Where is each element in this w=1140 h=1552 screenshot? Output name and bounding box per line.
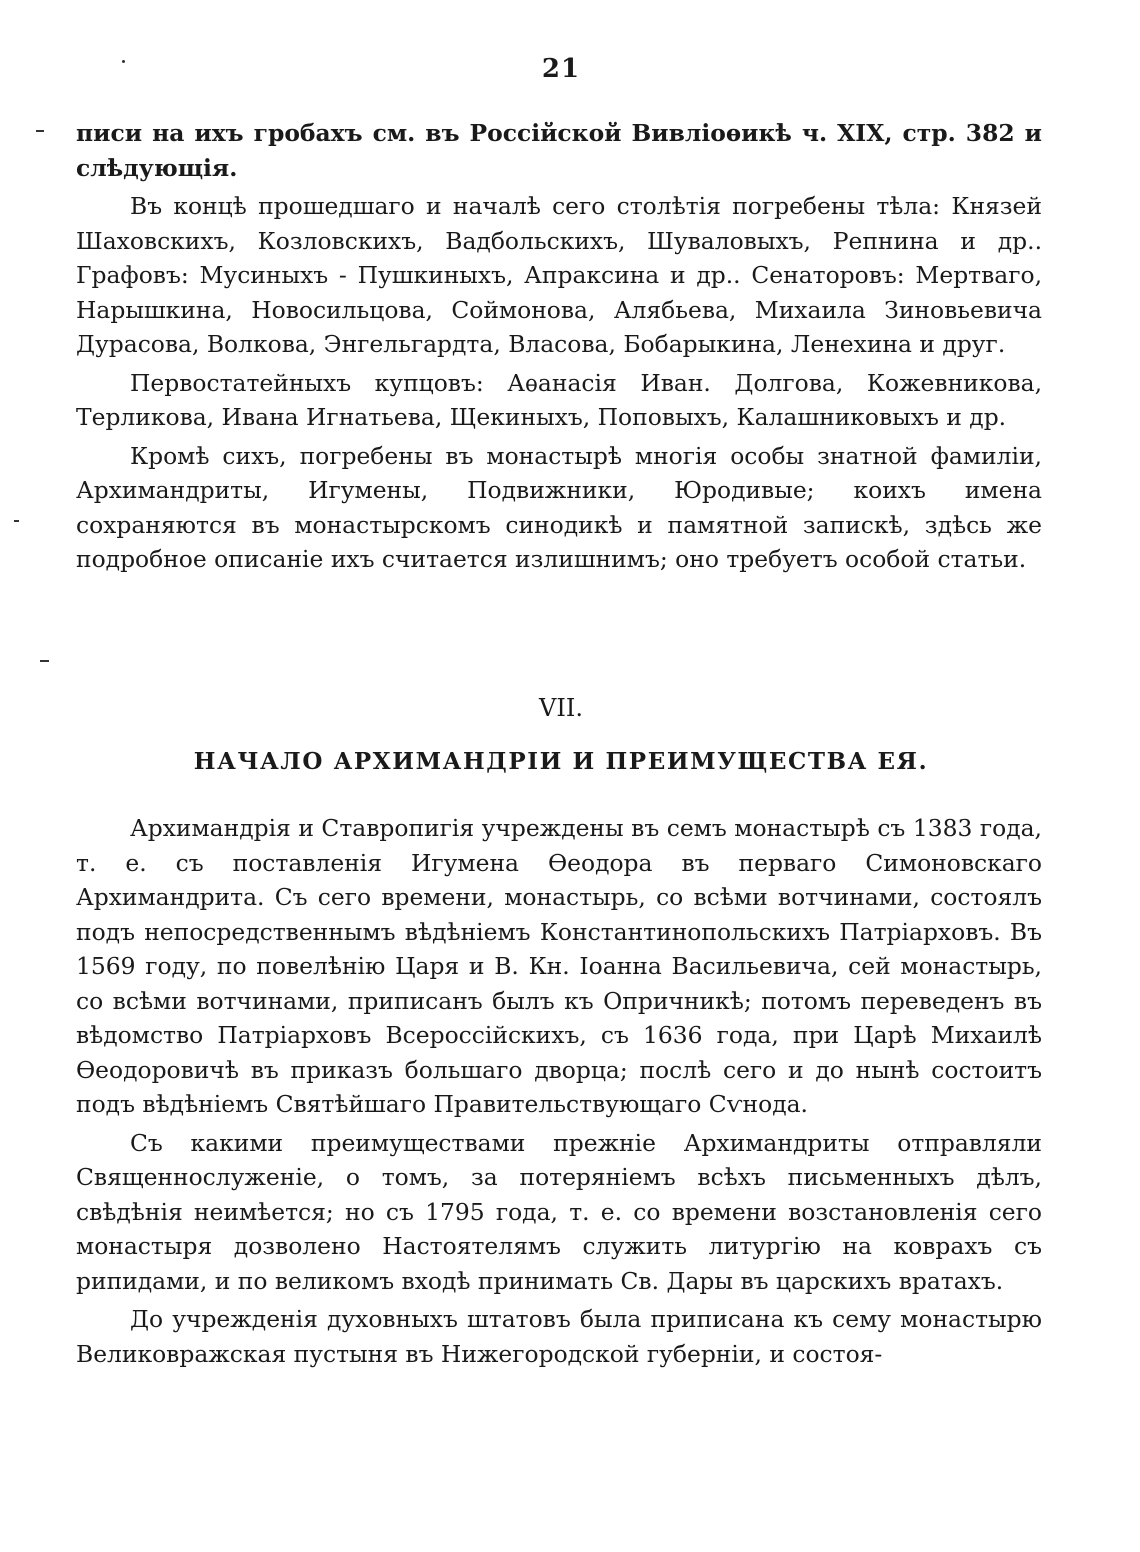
document-page xyxy=(76,0,1046,1552)
body-text-top xyxy=(76,116,1042,581)
paragraph-burials-merchants: Первостатейныхъ купцовъ: Аѳанасія Иван. Долгова, Кожевникова, Терликова, Ивана Игнатьева, Щекиныхъ, Поповыхъ, Калашниковыхъ и др. xyxy=(76,368,1042,431)
scan-speck xyxy=(122,60,125,63)
section-title: НАЧАЛО АРХИМАНДРІИ И ПРЕИМУЩЕСТВА ЕЯ. xyxy=(193,748,929,775)
paragraph-continuation: писи на ихъ гробахъ см. въ Россійской Вивліоѳикѣ ч. XIX, стр. 382 и слѣдующія. xyxy=(76,119,1042,182)
page-number: 21 xyxy=(541,54,581,84)
paragraph-archimandrite-history: Архимандрія и Ставропигія учреждены въ семъ монастырѣ съ 1383 года, т. е. съ поставленія Игумена Ѳеодора въ перваго Симоновскаго Архимандрита. Съ сего времени, монастырь, со всѣми вотчинами, состоялъ подъ непосредственнымъ вѣдѣніемъ Константинопольскихъ Патріарховъ. Въ 1569 году, по повелѣнію Царя и В. Кн. Іоанна Васильевича, сей монастырь, со всѣми вотчинами, приписанъ былъ къ Опричникѣ; потомъ переведенъ въ вѣдомство Патріарховъ Всероссійскихъ, съ 1636 года, при Царѣ Михаилѣ Ѳеодоровичѣ въ приказъ большаго дворца; послѣ сего и до нынѣ состоитъ подъ вѣдѣніемъ Святѣйшаго Правительствующаго Сѵнода. xyxy=(76,814,1042,1118)
section-number: VII. xyxy=(539,694,583,722)
paragraph-hermitage: До учрежденія духовныхъ штатовъ была приписана къ сему монастырю Великовражская пустыня въ Нижегородской губерніи, и состоя- xyxy=(76,1305,1042,1368)
scan-speck xyxy=(14,520,19,522)
paragraph-burials-nobility: Въ концѣ прошедшаго и началѣ сего столѣтія погребены тѣла: Князей Шаховскихъ, Козловскихъ, Вадбольскихъ, Шуваловыхъ, Репнина и др.. Графовъ: Мусиныхъ - Пушкиныхъ, Апраксина и др.. Сенаторовъ: Мертваго, Нарышкина, Новосильцова, Соймонова, Алябьева, Михаила Зиновьевича Дурасова, Волкова, Энгельгардта, Власова, Бобарыкина, Ленехина и друг. xyxy=(76,192,1042,358)
paragraph-burials-others: Кромѣ сихъ, погребены въ монастырѣ многія особы знатной фамиліи, Архимандриты, Игумены, Подвижники, Юродивые; коихъ имена сохраняются въ монастырскомъ синодикѣ и памятной запискѣ, здѣсь же подробное описаніе ихъ считается излишнимъ; оно требуетъ особой статьи. xyxy=(76,441,1042,573)
paragraph-privileges: Съ какими преимуществами прежніе Архимандриты отправляли Священнослуженіе, о томъ, за потеряніемъ всѣхъ письменныхъ дѣлъ, свѣдѣнія неимѣется; но съ 1795 года, т. е. со времени возстановленія сего монастыря дозволено Настоятелямъ служить литургію на коврахъ съ рипидами, и по великомъ входѣ принимать Св. Дары въ царскихъ вратахъ. xyxy=(76,1128,1042,1295)
scan-speck xyxy=(36,130,44,132)
body-text-bottom xyxy=(76,811,1042,1375)
scan-speck xyxy=(40,660,49,662)
